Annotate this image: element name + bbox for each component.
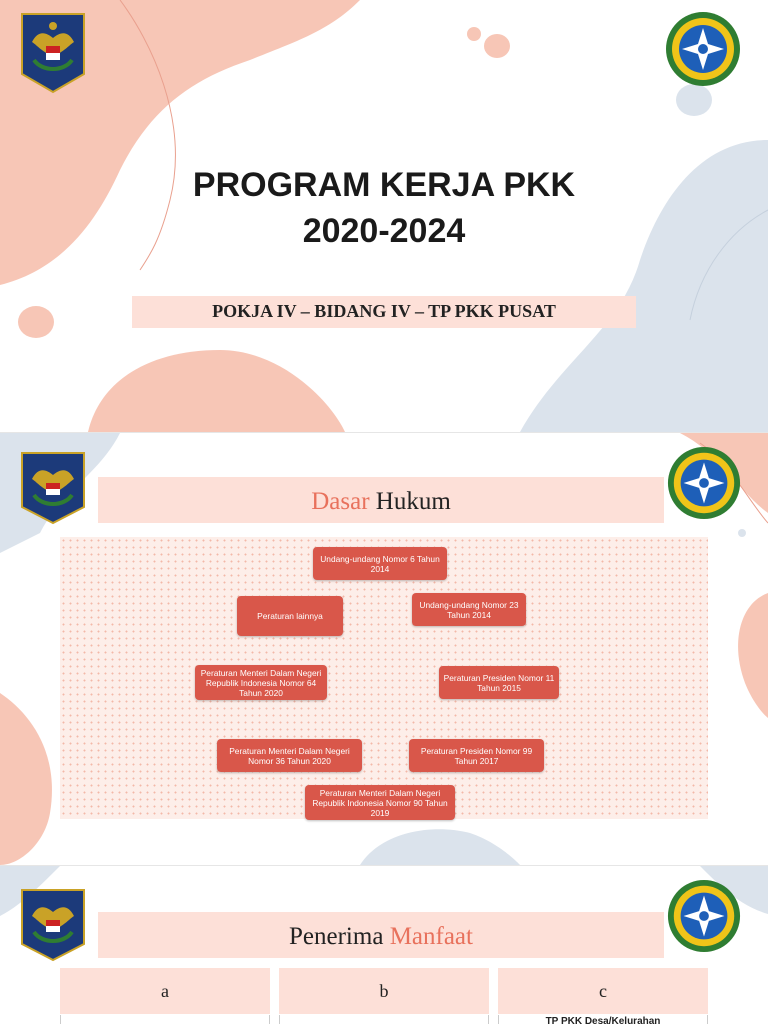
title-line-2: 2020-2024: [302, 212, 466, 250]
heading-dasar-hukum: [98, 488, 664, 516]
pkk-logo-icon: [664, 10, 742, 88]
node-permendagri-36-2020: Peraturan Menteri Dalam Negeri Nomor 36 Tahun 2020: [217, 739, 362, 772]
column-body-a: [60, 1015, 270, 1024]
column-c-item: TP PKK Desa/Kelurahan: [545, 1016, 661, 1024]
pkk-logo-icon: [666, 878, 742, 954]
heading-penerima-manfaat: [98, 923, 664, 951]
heading-rest: Penerima: [289, 923, 384, 950]
heading-band: [98, 477, 664, 523]
node-uu-23-2014: Undang-undang Nomor 23 Tahun 2014: [412, 593, 526, 626]
title-line-1: PROGRAM KERJA PKK: [192, 166, 576, 204]
subtitle: POKJA IV – BIDANG IV – TP PKK PUSAT: [212, 301, 556, 321]
node-peraturan-lainnya: Peraturan lainnya: [237, 596, 343, 636]
slide-penerima-manfaat: [0, 866, 768, 1024]
garuda-emblem-icon: [20, 888, 86, 962]
garuda-emblem-icon: [20, 12, 86, 94]
garuda-emblem-icon: [20, 451, 86, 525]
node-permendagri-64-2020: Peraturan Menteri Dalam Negeri Republik Indonesia Nomor 64 Tahun 2020: [195, 665, 327, 700]
node-perpres-99-2017: Peraturan Presiden Nomor 99 Tahun 2017: [409, 739, 544, 772]
pkk-logo-icon: [666, 445, 742, 521]
heading-accent: Manfaat: [389, 923, 473, 950]
subtitle-band: [132, 296, 636, 328]
column-header-a: a: [60, 968, 270, 1014]
column-header-c: c: [498, 968, 708, 1014]
slide-title: [0, 0, 768, 432]
column-body-b: [279, 1015, 489, 1024]
column-header-b: b: [279, 968, 489, 1014]
heading-accent: Dasar: [311, 488, 370, 515]
heading-rest: Hukum: [375, 488, 451, 515]
node-permendagri-90-2019: Peraturan Menteri Dalam Negeri Republik Indonesia Nomor 90 Tahun 2019: [305, 785, 455, 820]
node-uu-6-2014: Undang-undang Nomor 6 Tahun 2014: [313, 547, 447, 580]
node-perpres-11-2015: Peraturan Presiden Nomor 11 Tahun 2015: [439, 666, 559, 699]
slide-dasar-hukum: [0, 433, 768, 865]
heading-band: [98, 912, 664, 958]
